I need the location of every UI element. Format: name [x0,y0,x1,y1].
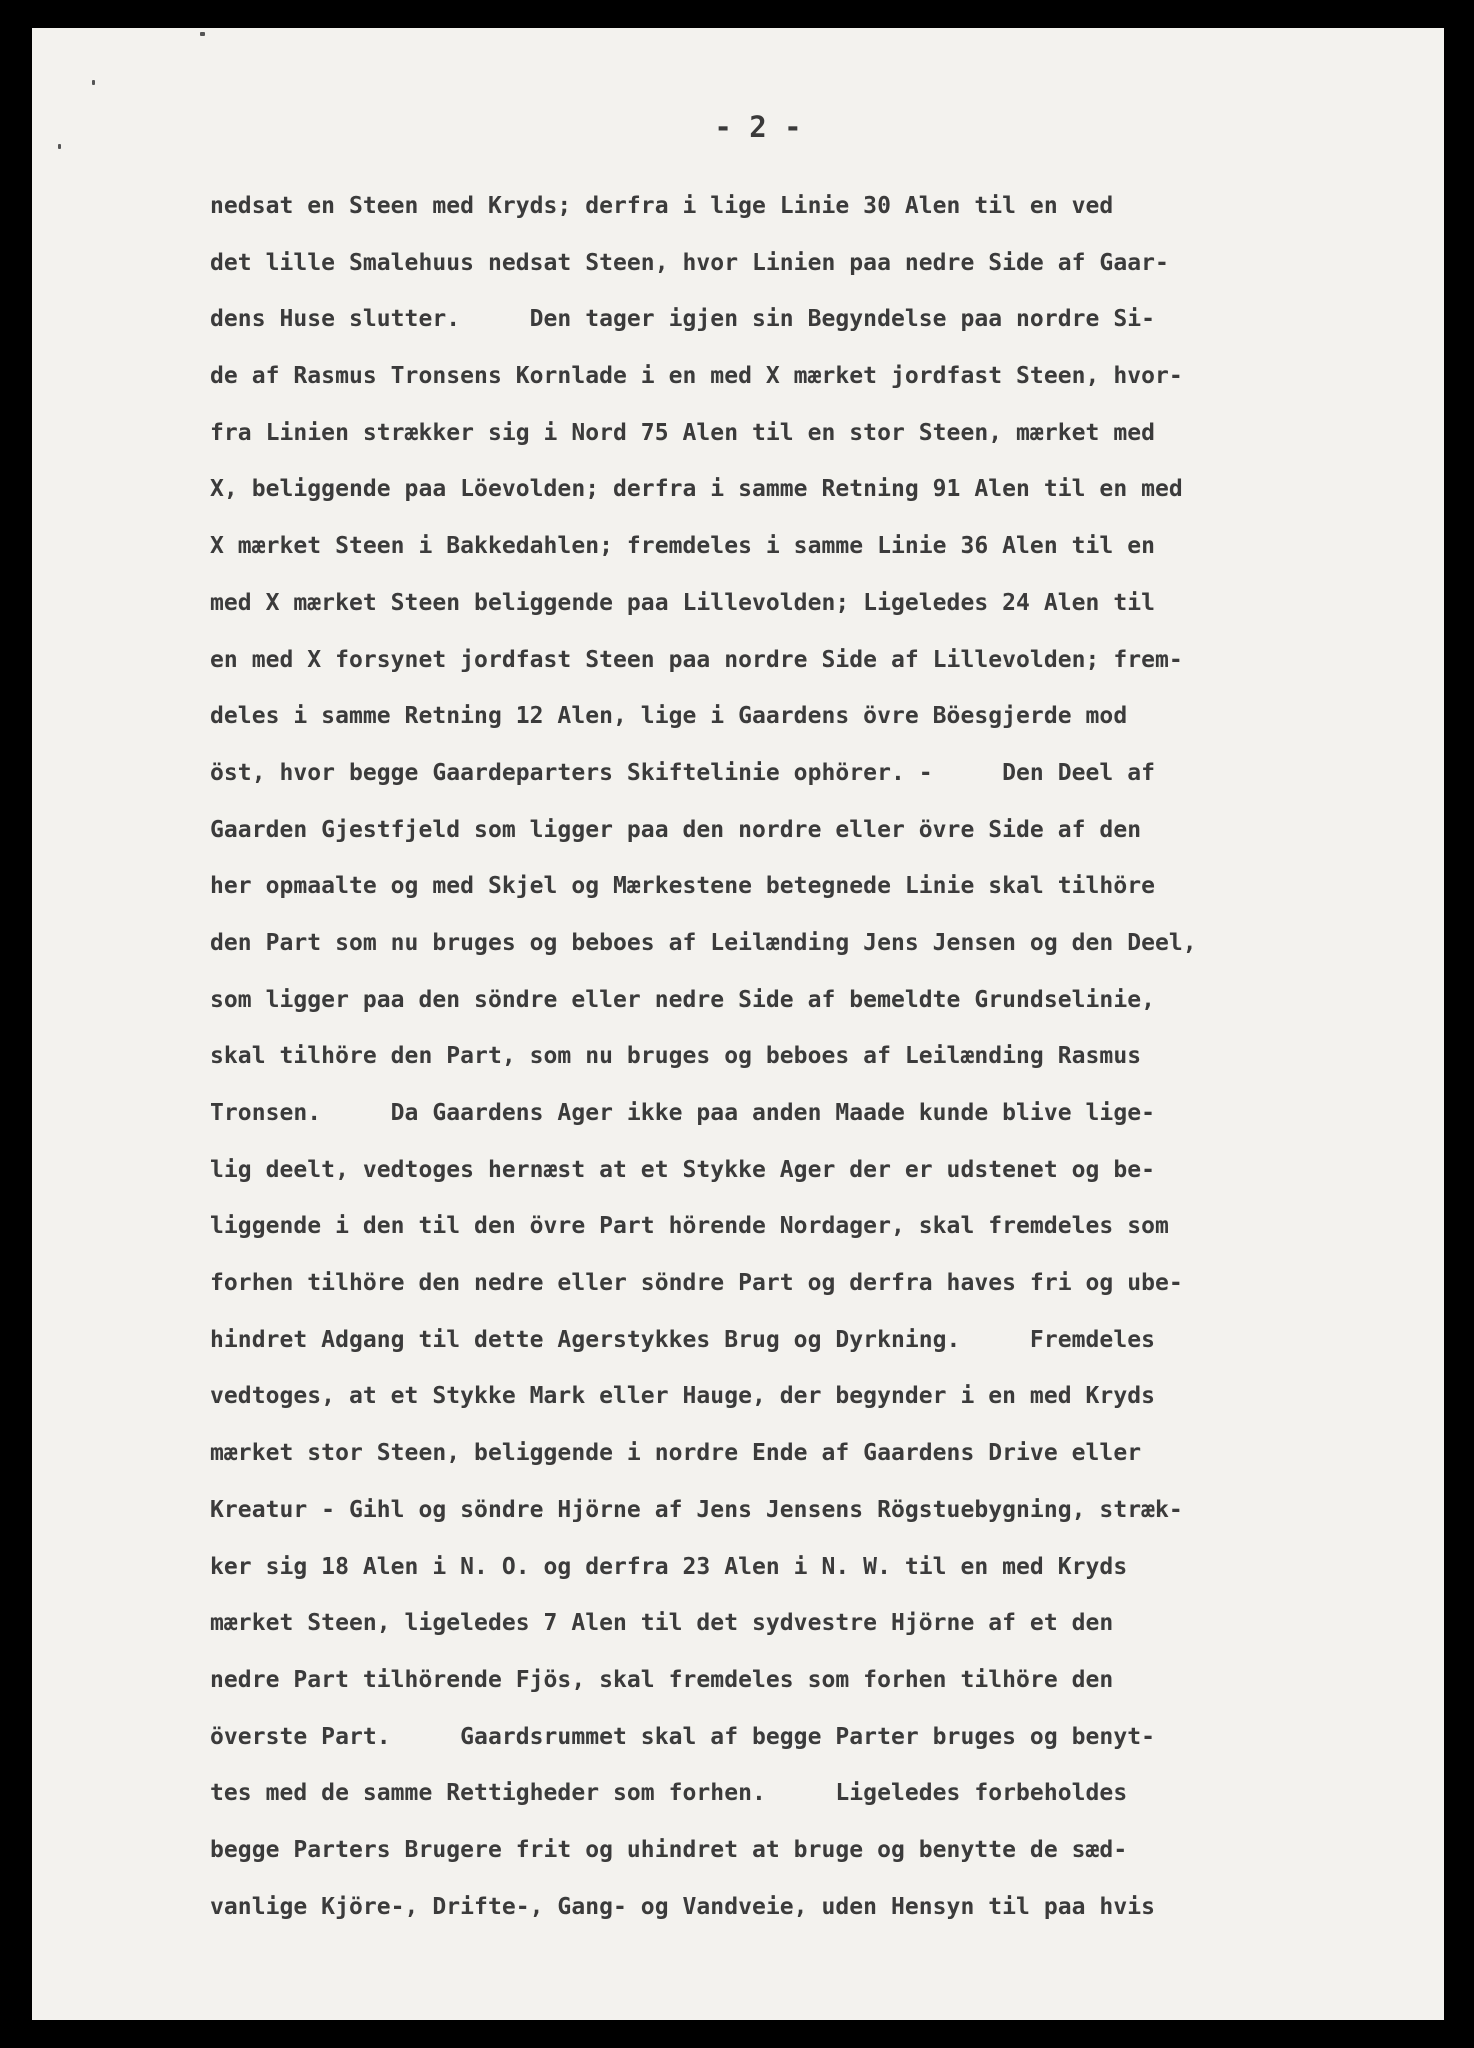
speck-mark [92,80,95,85]
text-line: fra Linien strækker sig i Nord 75 Alen til en stor Steen, mærket med [210,419,1156,446]
text-line: Kreatur - Gihl og söndre Hjörne af Jens Jensens Rögstuebygning, stræk- [210,1496,1183,1523]
text-line: lig deelt, vedtoges hernæst at et Stykke Ager der er udstenet og be- [210,1156,1156,1183]
page-number: - 2 - [714,110,802,144]
text-line: Tronsen. Da Gaardens Ager ikke paa anden Maade kunde blive lige- [210,1100,1156,1126]
text-line: de af Rasmus Tronsens Kornlade i en med X mærket jordfast Steen, hvor- [210,363,1183,390]
text-line: deles i samme Retning 12 Alen, lige i Gaardens övre Böesgjerde mod [210,703,1128,730]
text-line: den Part som nu bruges og beboes af Leilænding Jens Jensen og den Deel, [210,929,1197,956]
text-line: X mærket Steen i Bakkedahlen; fremdeles i samme Linie 36 Alen til en [210,533,1156,560]
text-line: ker sig 18 Alen i N. O. og derfra 23 Alen i N. W. til en med Kryds [210,1553,1128,1580]
text-line: X, beliggende paa Löevolden; derfra i samme Retning 91 Alen til en med [210,476,1183,503]
text-line: vedtoges, at et Stykke Mark eller Hauge, der begynder i en med Kryds [210,1383,1156,1410]
text-line: her opmaalte og med Skjel og Mærkestene betegnede Linie skal tilhöre [210,873,1156,900]
text-line: liggende i den til den övre Part hörende Nordager, skal fremdeles som [210,1213,1169,1240]
text-line: en med X forsynet jordfast Steen paa nordre Side af Lillevolden; frem- [210,646,1183,673]
document-page [32,28,1444,2020]
text-line: dens Huse slutter. Den tager igjen sin Begyndelse paa nordre Si- [210,306,1156,333]
speck-mark [200,32,205,36]
text-line: vanlige Kjöre-, Drifte-, Gang- og Vandveie, uden Hensyn til paa hvis [210,1893,1156,1920]
text-line: nedsat en Steen med Kryds; derfra i lige Linie 30 Alen til en ved [210,193,1114,219]
text-line: hindret Adgang til dette Agerstykkes Brug og Dyrkning. Fremdeles [210,1326,1156,1353]
text-line: som ligger paa den söndre eller nedre Side af bemeldte Grundselinie, [210,986,1156,1013]
text-line: forhen tilhöre den nedre eller söndre Part og derfra haves fri og ube- [210,1270,1183,1297]
text-line: tes med de samme Rettigheder som forhen. Ligeledes forbeholdes [210,1780,1128,1807]
text-line: nedre Part tilhörende Fjös, skal fremdeles som forhen tilhöre den [210,1666,1114,1693]
text-line: mærket stor Steen, beliggende i nordre Ende af Gaardens Drive eller [210,1440,1142,1467]
text-line: överste Part. Gaardsrummet skal af begge Parter bruges og benyt- [210,1723,1156,1750]
text-line: det lille Smalehuus nedsat Steen, hvor Linien paa nedre Side af Gaar- [210,249,1169,276]
speck-mark [58,144,61,149]
text-line: begge Parters Brugere frit og uhindret at bruge og benytte de sæd- [210,1836,1128,1863]
body-text [210,178,1410,1935]
text-line: skal tilhöre den Part, som nu bruges og beboes af Leilænding Rasmus [210,1043,1142,1070]
text-line: mærket Steen, ligeledes 7 Alen til det sydvestre Hjörne af et den [210,1610,1114,1637]
text-line: med X mærket Steen beliggende paa Lillevolden; Ligeledes 24 Alen til [210,589,1156,616]
text-line: öst, hvor begge Gaardeparters Skiftelinie ophörer. - Den Deel af [210,759,1156,786]
text-line: Gaarden Gjestfjeld som ligger paa den nordre eller övre Side af den [210,816,1142,843]
